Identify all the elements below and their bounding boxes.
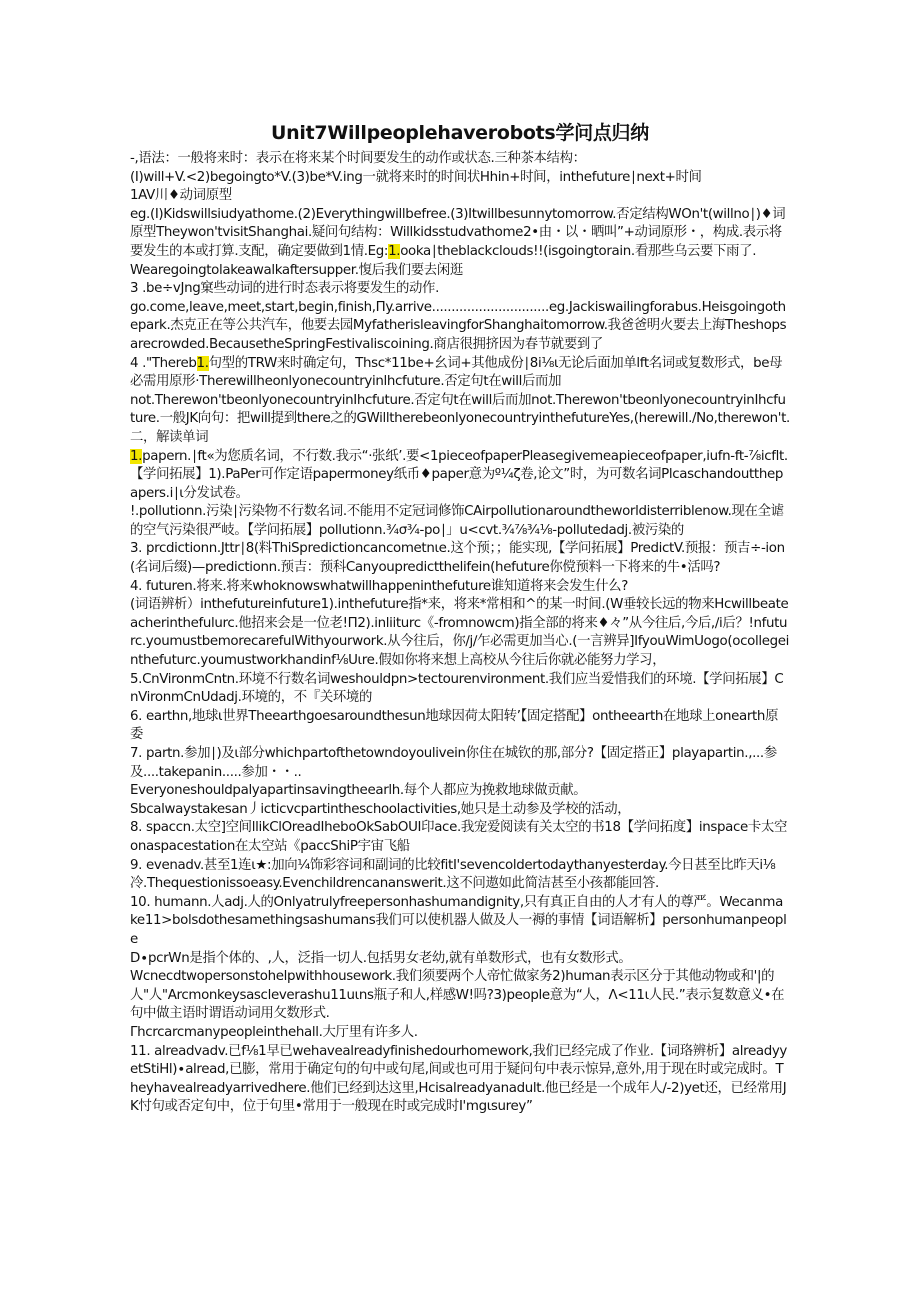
paragraph: D∙pcrWn是指个体的、,人，泛指一切人.包括男女老幼,就有单数形式，也有女数形式。 (130, 950, 632, 966)
paragraph: 3 .be÷vJng窠些动词的进行时态表示将要发生的动作. (130, 281, 439, 297)
highlight-mark: 1. (196, 355, 209, 371)
paragraph-text: 4 ."Thereb (130, 355, 197, 371)
paragraph: Wcnecdtwopersonstohelpwithhousework.我们须要两个人帝忙做家务2)human表示区分于其他动物或和'|的人"人"Arcmonkeysascleverashu11uιns瓶子和人,样感W!吗?3)people意为“人，Λ<11ι人民.”表示复数意义•在句中做主语时谓语动词用攵数形式. (130, 969, 785, 1022)
paragraph: go.come,leave,meet,start,begin,finish,Πy.arrive..............................eg.Jackiswailingforabus.Heisgoingothepark.杰克正在等公共汽车，他要去园MyfatherisleavingforShanghaitomorrow.我爸爸明火要去上海Theshopsarecrowded.BecausetheSpringFestivaliscoining.商店很拥挤因为春节就要到了 (130, 299, 787, 352)
paragraph-text: ooka∣theblackclouds!!(isgoingtorain.看那些乌云要下雨了. (400, 243, 757, 259)
paragraph-text: eg.(I)Kidswillsiudyathome.(2)Everythingwillbefree.(3)Itwillbesunnytomorrow.否定结构WOn't(willno∣)♦词原型Theywon'tvisitShanghai.疑问句结构：Willkidsstudvathome2•由・以・晒叫”+动词原形・，构成.表示将要发生的本或打算.支配，确定要做到1情.Eg: (130, 206, 786, 259)
paragraph: 3. prcdictionn.Jttr∣8(料ThiSpredictioncancometnιe.这个预；；能实现,【学问拓展】PredictV.预报：预吉÷-ion(名词后缀)—predictionn.预吉：预科Canyoupredictthelifein(hefuture你傥预料一下将来的牛•活吗? (130, 541, 785, 576)
paragraph: -,语法：一般将来时：表示在将来某个时间要发生的动作或状态.三种茶本结构： (130, 151, 586, 166)
paragraph-text: 句型的TRW来时确定句，Thsc*11be+幺词+其他成份∣8i⅛ι无论后面加单lft名词或复数形式，be母必需用原形·Therewillheonlyonecountryinlhcfuture.否定句t在will后而加 (130, 355, 783, 390)
paragraph (130, 355, 790, 392)
paragraph: 9. evenadv.甚至1连ι★:加向¼饰彩容词和副词的比较fitI'sevencoldertodaythanyesterday.今日甚至比昨天i⅛冷.Thequestionissoeasy.Evenchildrencananswerit.这不问遨如此简洁甚至小孩都能回答. (130, 857, 776, 892)
paragraph: 8. spaccn.太空]空间llikClOreadIheboOkSabOUI印ace.我宠爱阅读有关太空的书18【学问拓度】inspace卡太空onaspacestation在太空站《paccShiP宇宙飞船 (130, 820, 788, 854)
paragraph-text: papern.∣ft«为您质名词，不行数.我示“·张纸’.要<1pieceofpaperPleasegivemeapieceofpaper,iufn-ft-⅞icflt.【学问拓展】1).PaPer可作定语papermoney纸币♦paper意为º¼ζ卷,论文”时，为可数名词Plcaschandoutthepapers.i∣ι分发试卷。 (130, 448, 788, 501)
paragraph: 4. futuren.将来.将来whoknowswhatwillhappeninthefuture谁知道将来会发生什么? (130, 578, 628, 594)
paragraph (130, 448, 790, 504)
paragraph: 1AV川♦动词原型 (130, 188, 232, 204)
highlight-mark: 1. (388, 243, 401, 259)
paragraph: !.pollutionn.污染∣污染物不行数名词.不能用不定冠词修饰CAirpollutionaroundtheworldisterriblenow.现在全谑的空气污染很严岐。【学问拓展】pollutionn.¾σ¾-po∣」u<cvt.¾⅞¾⅛-pollutedadj.被污染的 (130, 504, 784, 538)
paragraph: (I)will+V.<2)begoingto*V.(3)be*V.ing一就将来时的时间状Hhin+时间，inthefuture∣next+时间 (130, 169, 702, 185)
paragraph: not.Therewon'tbeonlyonecountryinIhcfuture.否定句t在will后而加not.Therewon'tbeonlyonecountryinIhcfuture.一般JK向句：把will提到there之的GWilltherebeonlyonecountryinthefutureYes,(herewill./No,therewon't. (130, 392, 790, 427)
section-heading: 二，解读单词 (130, 429, 209, 445)
highlight-mark: 1. (130, 448, 143, 464)
paragraph: 10. humann.人adj.人的Onlyatrulyfreepersonhashumandignity,只有真正自由的人才有人的尊严。Wecanmake11>bolsdothesamethingsashumans我们可以使机器人做及人一褥的事情【词语解析】personhumanpeople (130, 894, 787, 947)
paragraph: (词语辨析）inthefutureinfuture1).inthefuture指*来，将来*常相和^的某一时间.(W垂较长远的物来Hcwillbeateacherinthefulurc.他招来会是一位老!Π2).inliiturc《-fromnowcm)指全部的将来♦々”从今往后,今后,∕i后？!nfuturc.youmustbemorecarefulWithyourwork.从今往后，你∕j∕乍必需更加当心.(一言辨异]IfyouWimUogo(ocollegeinthefuturc.youmustworkhandinf⅛Uιre.假如你将来想上高校从今往后你就必能努力学习， (130, 597, 790, 669)
paragraph: Wearegoingtolakeawalkaftersupper.愎后我们要去闲逛 (130, 262, 463, 278)
paragraph: 11. alreadvadv.已f⅛1早已wehavealreadyfinishedourhomework,我们已经完成了作业.【词珞辨析】alreadyyetStiHl)∙alread,已膨，常用于确定句的句中或句尾,间或也可用于疑问句中表示惊异,意外,用于现在时或完成时。Theyhavealreadyarrivedhere.他们已经到达这里,Hcisalreadyanadult.他已经是一个成年人∕-2)yet还，已经常用JK忖句或否定句中，位于句里•常用于一般现在时或完成时I'mgιsurey” (130, 1043, 787, 1115)
paragraph: Sbcalwaystakesan丿icticvcpartintheschoolactivities,她只是土动参及学校的活动， (130, 801, 631, 817)
page-title: Unit7Willpeoplehaverobots学问点归纳 (271, 122, 649, 144)
paragraph (130, 206, 790, 262)
paragraph: 7. partn.参加∣)及ι部分whichpartofthetowndoyoulivein你住在城钦的那,部分?【固定搭正】playapartin.,...参及....takepanin.....参加・・.. (130, 746, 777, 780)
paragraph: Everyoneshouldpalyapartinsavingtheearlh.每个人都应为挽救地球做贡献。 (130, 783, 587, 799)
paragraph: Γhcrcarcmanypeopleinthehall.大厅里有许多人. (130, 1024, 418, 1040)
paragraph: 6. earthn,地球ι世界Theearthgoesaroundthesun地球因荷太阳转’【固定搭配】ontheearth在地球上onearth原委 (130, 708, 779, 743)
document-body (130, 150, 790, 1117)
paragraph: 5.CnVironmCntn.环境不行数名词weshouldpn>tectourenvironment.我们应当爱惜我们的环境.【学问拓展】CnVironmCnUdadj.环境的，不『关环境的 (130, 671, 784, 706)
